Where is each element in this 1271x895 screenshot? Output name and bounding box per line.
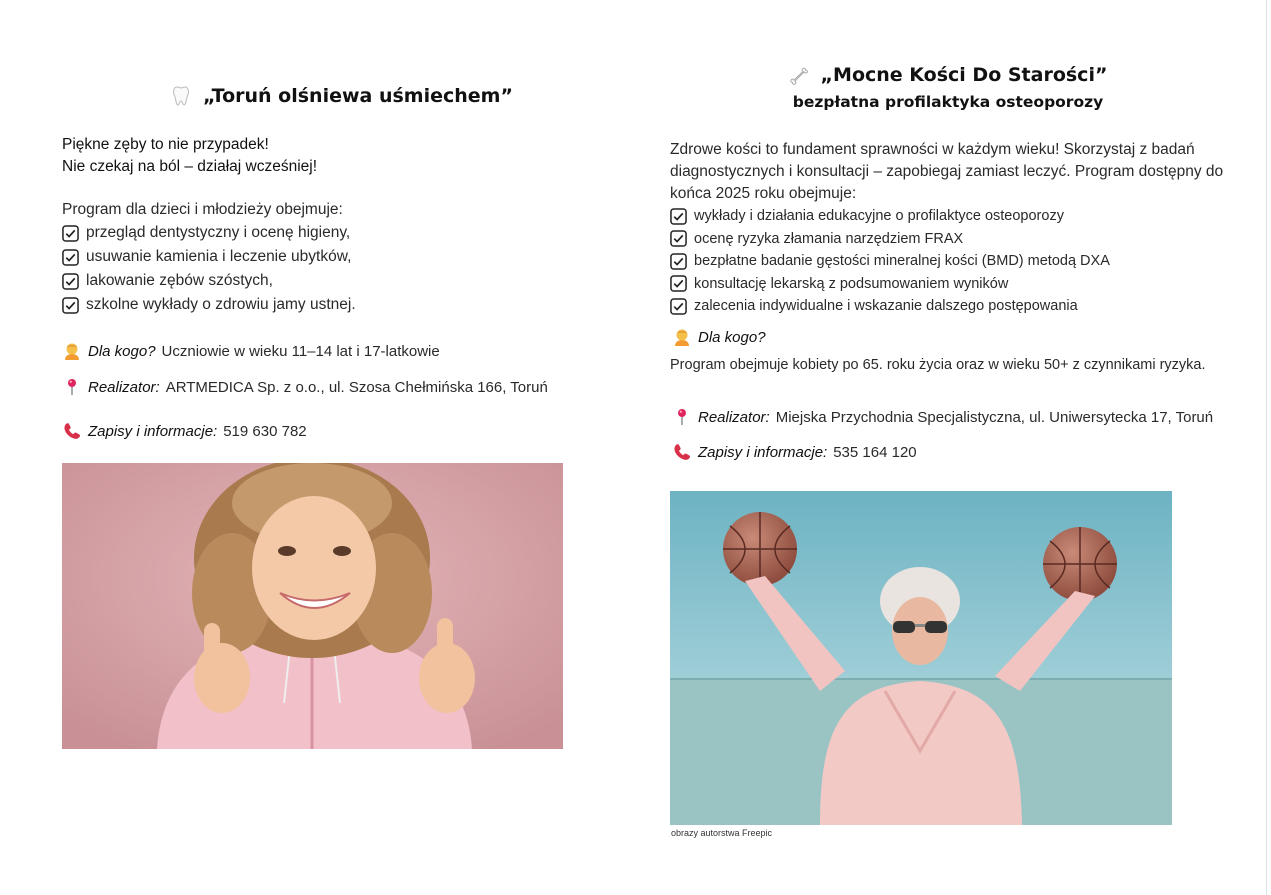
list-item (62, 245, 356, 269)
checkbox-checked-icon (62, 225, 79, 242)
checkbox-checked-icon (62, 273, 79, 290)
contact-value: 535 164 120 (833, 443, 917, 461)
right-title (670, 63, 1226, 87)
person-icon (672, 327, 692, 347)
contact-value: 519 630 782 (223, 422, 307, 440)
list-item (670, 250, 1110, 273)
list-item-text: bezpłatne badanie gęstości mineralnej kości (BMD) metodą DXA (694, 253, 1110, 270)
provider-row (62, 377, 548, 397)
list-item-text: przegląd dentystyczny i ocenę higieny, (86, 224, 351, 241)
page-edge-line (1266, 0, 1267, 895)
provider-row (672, 407, 1213, 427)
intro-line-1: Piękne zęby to nie przypadek! (62, 136, 269, 153)
provider-label: Realizator: (698, 408, 770, 426)
list-item (62, 269, 356, 293)
list-item-text: ocenę ryzyka złamania narzędziem FRAX (694, 230, 964, 247)
list-item (670, 273, 1110, 296)
contact-row (672, 442, 917, 462)
left-checklist (62, 221, 356, 317)
for-whom-label: Dla kogo? (88, 342, 156, 360)
bone-icon (789, 63, 813, 87)
list-item-text: konsultację lekarską z podsumowaniem wyników (694, 275, 1009, 292)
list-item (670, 228, 1110, 251)
tooth-icon (171, 84, 195, 108)
pushpin-icon (62, 377, 82, 397)
checkbox-checked-icon (62, 297, 79, 314)
contact-label: Zapisy i informacje: (88, 422, 218, 440)
for-whom-label: Dla kogo? (698, 328, 766, 346)
list-item (62, 293, 356, 317)
list-item-text: wykłady i działania edukacyjne o profilaktyce osteoporozy (694, 208, 1064, 225)
checkbox-checked-icon (670, 253, 687, 270)
senior-woman-illustration (670, 491, 1172, 825)
provider-label: Realizator: (88, 378, 160, 396)
checkbox-checked-icon (62, 249, 79, 266)
list-item-text: usuwanie kamienia i leczenie ubytków, (86, 248, 352, 265)
checkbox-checked-icon (670, 298, 687, 315)
list-item (62, 221, 356, 245)
phone-icon (62, 421, 82, 441)
provider-value: ARTMEDICA Sp. z o.o., ul. Szosa Chełmińska 166, Toruń (165, 378, 548, 396)
for-whom-value: Program obejmuje kobiety po 65. roku życia oraz w wieku 50+ z czynnikami ryzyka. (670, 357, 1206, 373)
for-whom-value: Uczniowie w wieku 11–14 lat i 17-latkowie (161, 342, 440, 360)
left-title (62, 84, 622, 108)
left-intro (62, 134, 317, 178)
pushpin-icon (672, 407, 692, 427)
phone-icon (672, 442, 692, 462)
right-intro: Zdrowe kości to fundament sprawności w każdym wieku! Skorzystaj z badań diagnostycznych i konsultacji – zapobiegaj zamiast leczyć. Program dostępny do końca 2025 roku obejmuje: (670, 141, 1224, 202)
contact-label: Zapisy i informacje: (698, 443, 828, 461)
checkbox-checked-icon (670, 208, 687, 225)
right-title-block (670, 63, 1226, 111)
intro-line-2: Nie czekaj na ból – działaj wcześniej! (62, 158, 318, 175)
list-item-text: zalecenia indywidualne i wskazanie dalszego postępowania (694, 298, 1078, 315)
person-icon (62, 341, 82, 361)
girl-illustration (62, 463, 563, 749)
program-heading: Program dla dzieci i młodzieży obejmuje: (62, 201, 343, 218)
senior-basketball-photo (670, 491, 1172, 825)
for-whom-row (62, 341, 440, 361)
left-title-text: „Toruń olśniewa uśmiechem” (203, 85, 513, 107)
right-title-text: „Mocne Kości Do Starości” (820, 64, 1108, 86)
contact-row (62, 421, 307, 441)
list-item (670, 295, 1110, 318)
right-checklist (670, 205, 1110, 318)
checkbox-checked-icon (670, 230, 687, 247)
for-whom-row (672, 327, 766, 347)
list-item (670, 205, 1110, 228)
list-item-text: szkolne wykłady o zdrowiu jamy ustnej. (86, 296, 356, 313)
right-subtitle: bezpłatna profilaktyka osteoporozy (792, 93, 1104, 111)
list-item-text: lakowanie zębów szóstych, (86, 272, 273, 289)
checkbox-checked-icon (670, 275, 687, 292)
image-credit: obrazy autorstwa Freepic (671, 828, 773, 838)
provider-value: Miejska Przychodnia Specjalistyczna, ul. Uniwersytecka 17, Toruń (775, 408, 1214, 426)
girl-thumbs-up-photo (62, 463, 563, 749)
